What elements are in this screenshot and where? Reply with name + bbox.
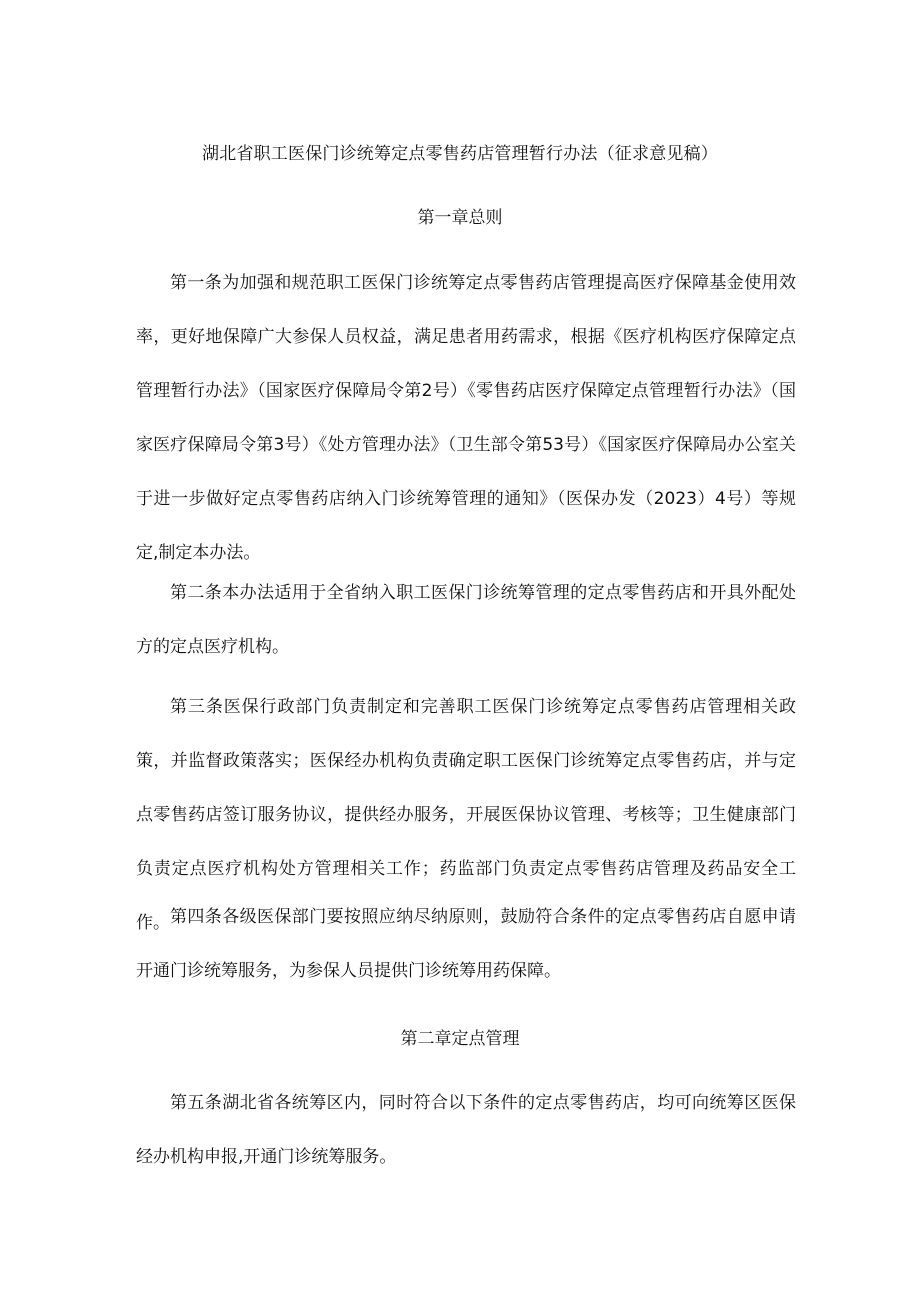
article-1-paragraph: 第一条为加强和规范职工医保门诊统筹定点零售药店管理提高医疗保障基金使用效率，更好地保障广大参保人员权益，满足患者用药需求，根据《医疗机构医疗保障定点管理暂行办法》（国家医疗保障局令第2号）《零售药店医疗保障定点管理暂行办法》（国家医疗保障局令第3号）《处方管理办法》（卫生部令第53号）《国家医疗保障局办公室关于进一步做好定点零售药店纳入门诊统筹管理的通知》（医保办发（2023）4号）等规定,制定本办法。 xyxy=(136,273,796,563)
article-2-paragraph: 第二条本办法适用于全省纳入职工医保门诊统筹管理的定点零售药店和开具外配处方的定点医疗机构。 xyxy=(136,583,796,657)
chapter-heading-1: 第一章总则 xyxy=(417,208,503,228)
article-5-paragraph: 第五条湖北省各统筹区内，同时符合以下条件的定点零售药店，均可向统筹区医保经办机构申报,开通门诊统筹服务。 xyxy=(136,1093,796,1167)
document-title: 湖北省职工医保门诊统筹定点零售药店管理暂行办法（征求意见稿） xyxy=(202,144,718,164)
article-3-paragraph: 第三条医保行政部门负责制定和完善职工医保门诊统筹定点零售药店管理相关政策，并监督政策落实；医保经办机构负责确定职工医保门诊统筹定点零售药店，并与定点零售药店签订服务协议，提供经办服务，开展医保协议管理、考核等；卫生健康部门负责定点医疗机构处方管理相关工作；药监部门负责定点零售药店管理及药品安全工作。 xyxy=(136,697,796,933)
chapter-heading-2: 第二章定点管理 xyxy=(400,1029,520,1049)
article-4-paragraph: 第四条各级医保部门要按照应纳尽纳原则，鼓励符合条件的定点零售药店自愿申请开通门诊统筹服务，为参保人员提供门诊统筹用药保障。 xyxy=(136,907,796,981)
